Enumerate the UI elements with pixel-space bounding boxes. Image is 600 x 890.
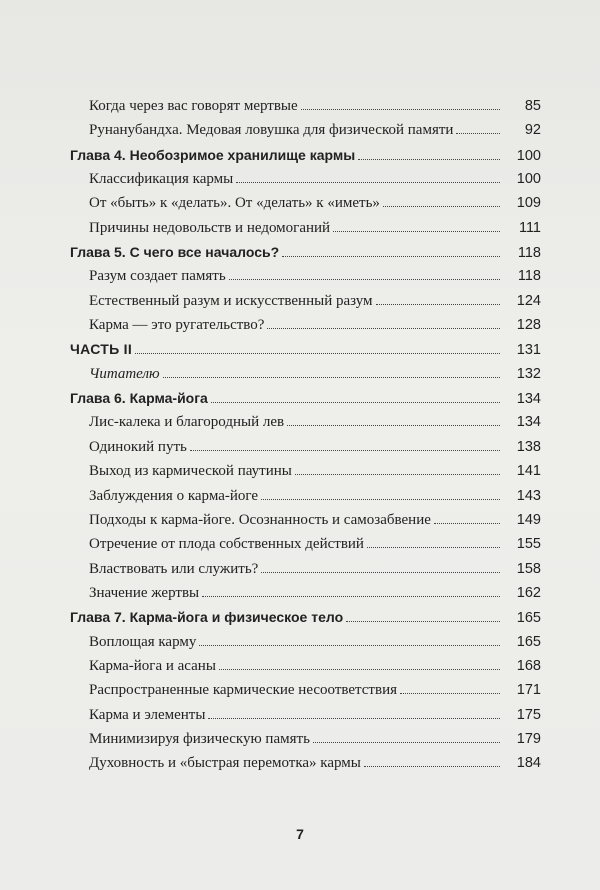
toc-entry-page: 179 bbox=[516, 730, 541, 747]
toc-entry-row bbox=[0, 414, 600, 438]
toc-entry-row bbox=[0, 268, 600, 292]
toc-entry-title: Минимизируя физическую память bbox=[89, 730, 310, 747]
toc-entry-row bbox=[0, 634, 600, 658]
toc-entry-title: Глава 7. Карма-йога и физическое тело bbox=[70, 609, 344, 626]
toc-entry-page: 100 bbox=[516, 147, 541, 164]
dot-leader bbox=[434, 523, 500, 524]
toc-entry-row bbox=[0, 122, 600, 146]
toc-entry-page: 128 bbox=[516, 317, 541, 334]
toc-entry-page: 138 bbox=[516, 438, 541, 455]
toc-entry-title: Читателю bbox=[89, 365, 160, 382]
toc-entry-title: Глава 4. Необозримое хранилище кармы bbox=[70, 146, 356, 163]
toc-entry-page: 134 bbox=[516, 391, 541, 408]
toc-entry-title: Духовность и «быстрая перемотка» кармы bbox=[89, 755, 361, 772]
toc-entry-page: 141 bbox=[516, 463, 541, 480]
toc-entry-page: 85 bbox=[524, 98, 541, 114]
toc-entry-title: Глава 6. Карма-йога bbox=[70, 390, 208, 407]
dot-leader bbox=[301, 109, 500, 110]
toc-entry-page: 175 bbox=[516, 706, 541, 723]
toc-entry-page: 118 bbox=[517, 268, 541, 285]
toc-chapter-row bbox=[0, 390, 600, 414]
toc-entry-page: 100 bbox=[516, 171, 541, 188]
toc-entry-page: 132 bbox=[516, 365, 541, 382]
dot-leader bbox=[236, 182, 500, 183]
toc-entry-title: Заблуждения о карма-йоге bbox=[89, 487, 258, 504]
toc-entry-page: 109 bbox=[516, 195, 541, 212]
toc-entry-title: Значение жертвы bbox=[89, 584, 200, 601]
toc-chapter-row bbox=[0, 244, 600, 268]
toc-entry-title: Разум создает память bbox=[89, 268, 226, 285]
toc-entry-title: Распространенные кармические несоответствия bbox=[89, 682, 397, 699]
dot-leader bbox=[267, 328, 500, 329]
dot-leader bbox=[346, 621, 500, 622]
dot-leader bbox=[333, 231, 500, 232]
toc-entry-row bbox=[0, 561, 600, 585]
toc-entry-title: Естественный разум и искусственный разум bbox=[89, 292, 373, 309]
toc-entry-row bbox=[0, 512, 600, 536]
toc-entry-row bbox=[0, 707, 600, 731]
dot-leader bbox=[295, 474, 500, 475]
toc-entry-row bbox=[0, 585, 600, 609]
dot-leader bbox=[208, 718, 500, 719]
toc-entry-row bbox=[0, 366, 600, 390]
dot-leader bbox=[135, 353, 500, 354]
toc-entry-title: Классификация кармы bbox=[89, 171, 234, 188]
toc-entry-row bbox=[0, 171, 600, 195]
dot-leader bbox=[163, 377, 500, 378]
page-number: 7 bbox=[296, 826, 304, 842]
toc-entry-row bbox=[0, 220, 600, 244]
toc-entry-page: 184 bbox=[516, 755, 541, 772]
toc-entry-page: 92 bbox=[524, 122, 541, 139]
dot-leader bbox=[219, 669, 500, 670]
toc-entry-title: Лис-калека и благородный лев bbox=[89, 414, 285, 431]
toc-part-row bbox=[0, 341, 600, 365]
toc-entry-title: Карма-йога и асаны bbox=[89, 657, 216, 674]
toc-entry-page: 165 bbox=[516, 633, 541, 650]
dot-leader bbox=[190, 450, 500, 451]
dot-leader bbox=[261, 572, 500, 573]
dot-leader bbox=[313, 742, 500, 743]
dot-leader bbox=[282, 256, 500, 257]
dot-leader bbox=[364, 766, 500, 767]
toc-entry-page: 131 bbox=[516, 342, 541, 359]
dot-leader bbox=[383, 206, 500, 207]
dot-leader bbox=[287, 425, 500, 426]
toc-entry-row bbox=[0, 293, 600, 317]
toc-entry-title: Причины недовольств и недомоганий bbox=[89, 219, 331, 236]
dot-leader bbox=[199, 645, 500, 646]
toc-entry-page: 165 bbox=[516, 610, 541, 627]
toc-chapter-row bbox=[0, 147, 600, 171]
toc-entry-page: 111 bbox=[518, 219, 541, 236]
toc-entry-row bbox=[0, 195, 600, 219]
toc-entry-row bbox=[0, 488, 600, 512]
toc-entry-page: 155 bbox=[516, 536, 541, 553]
toc-entry-page: 149 bbox=[516, 511, 541, 528]
toc-entry-title: Властвовать или служить? bbox=[89, 560, 259, 577]
toc-entry-row bbox=[0, 682, 600, 706]
toc-chapter-row bbox=[0, 609, 600, 633]
toc-entry-row bbox=[0, 317, 600, 341]
toc-entry-title: Выход из кармической паутины bbox=[89, 463, 292, 480]
dot-leader bbox=[261, 499, 500, 500]
toc-entry-page: 124 bbox=[516, 292, 541, 309]
toc-entry-title: Воплощая карму bbox=[89, 633, 197, 650]
toc-entry-title: Одинокий путь bbox=[89, 438, 187, 455]
toc-entry-row bbox=[0, 536, 600, 560]
toc-entry-page: 168 bbox=[516, 657, 541, 674]
toc-entry-page: 143 bbox=[516, 487, 541, 504]
toc-entry-title: Глава 5. С чего все началось? bbox=[70, 244, 280, 261]
toc-entry-row bbox=[0, 463, 600, 487]
toc-entry-title: От «быть» к «делать». От «делать» к «иметь» bbox=[89, 195, 380, 212]
toc-entry-title: ЧАСТЬ II bbox=[70, 341, 133, 358]
toc-entry-page: 118 bbox=[517, 245, 541, 262]
table-of-contents bbox=[0, 98, 600, 780]
toc-entry-title: Когда через вас говорят мертвые bbox=[89, 98, 298, 114]
toc-entry-page: 162 bbox=[516, 584, 541, 601]
dot-leader bbox=[358, 159, 500, 160]
dot-leader bbox=[367, 547, 500, 548]
toc-entry-row bbox=[0, 731, 600, 755]
dot-leader bbox=[456, 133, 500, 134]
toc-entry-row bbox=[0, 439, 600, 463]
toc-entry-title: Отречение от плода собственных действий bbox=[89, 536, 364, 553]
toc-entry-title: Карма и элементы bbox=[89, 706, 206, 723]
toc-entry-title: Карма — это ругательство? bbox=[89, 317, 265, 334]
toc-entry-title: Рунанубандха. Медовая ловушка для физической памяти bbox=[89, 122, 454, 139]
toc-entry-row bbox=[0, 98, 600, 122]
toc-entry-title: Подходы к карма-йоге. Осознанность и самозабвение bbox=[89, 511, 431, 528]
toc-entry-page: 158 bbox=[516, 560, 541, 577]
toc-entry-row bbox=[0, 658, 600, 682]
dot-leader bbox=[211, 402, 500, 403]
toc-entry-page: 171 bbox=[516, 682, 541, 699]
toc-entry-page: 134 bbox=[516, 414, 541, 431]
dot-leader bbox=[400, 693, 500, 694]
toc-entry-row bbox=[0, 755, 600, 779]
dot-leader bbox=[202, 596, 500, 597]
dot-leader bbox=[376, 304, 500, 305]
dot-leader bbox=[229, 279, 500, 280]
